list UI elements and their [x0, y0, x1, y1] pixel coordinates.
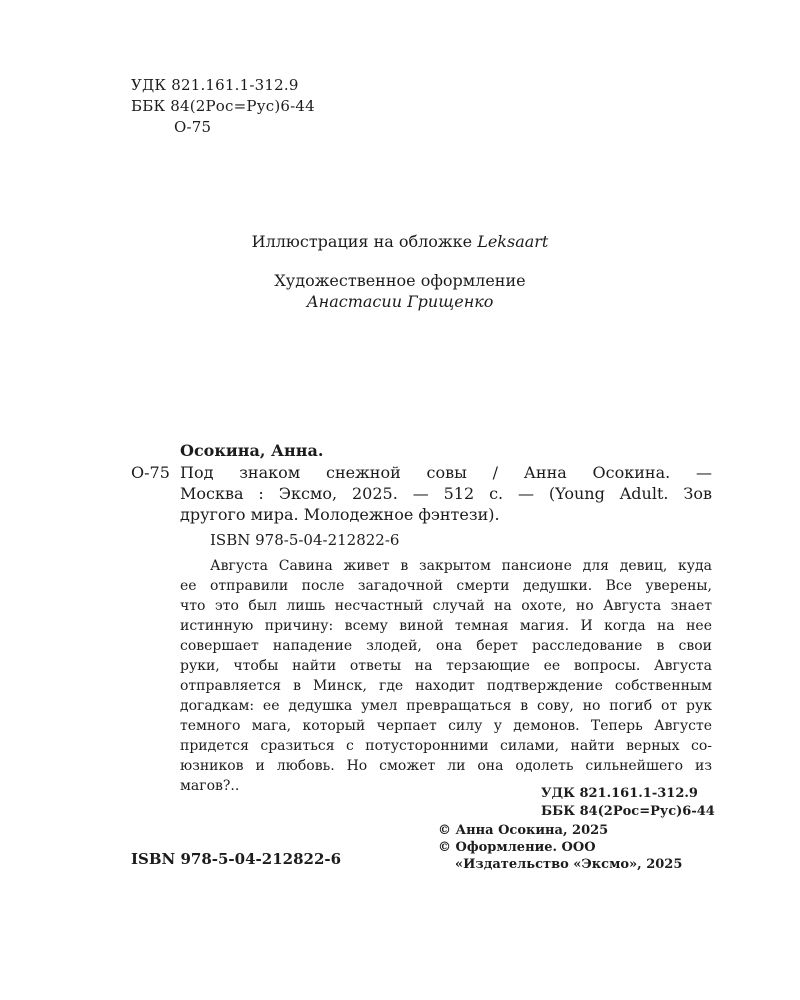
- annotation-line: юзников и любовь. Но сможет ли она одолеть сильнейшего из: [180, 758, 712, 774]
- annotation-line: отправляется в Минск, где находит подтверждение собственным: [180, 678, 712, 694]
- bib-isbn: ISBN 978-5-04-212822-6: [210, 531, 400, 549]
- annotation-line: ее отправили после загадочной смерти дедушки. Все уверены,: [180, 578, 712, 594]
- footer-udk-code: УДК 821.161.1-312.9: [541, 786, 698, 801]
- annotation-line: догадкам: ее дедушка умел превращаться в сову, но погиб от рук: [180, 698, 712, 714]
- copyright-publisher: «Издательство «Эксмо», 2025: [455, 857, 683, 872]
- bbk-code: ББК 84(2Рос=Рус)6-44: [131, 97, 315, 115]
- annotation-line: истинную причину: всему виной темная магия. И когда на нее: [180, 618, 712, 634]
- copyright-design: © Оформление. ООО: [438, 840, 596, 855]
- bib-line: другого мира. Молодежное фэнтези).: [180, 505, 500, 524]
- author-heading: Осокина, Анна.: [180, 441, 324, 460]
- designer-name: Анастасии Грищенко: [306, 292, 494, 311]
- illustrator-name: Leksaart: [477, 232, 549, 251]
- illustration-credit-label: Иллюстрация на обложке: [251, 232, 478, 251]
- annotation-line: придется сразиться с потусторонними силами, найти верных со-: [180, 738, 712, 754]
- author-mark-code: О-75: [174, 118, 212, 136]
- annotation-line: руки, чтобы найти ответы на терзающие ее вопросы. Августа: [180, 658, 712, 674]
- illustration-credit: [0, 232, 800, 251]
- annotation-line: магов?..: [180, 778, 240, 794]
- bib-line: Москва : Эксмо, 2025. — 512 с. — (Young Adult. Зов: [180, 484, 712, 503]
- udk-code: УДК 821.161.1-312.9: [131, 76, 299, 94]
- isbn-bottom: ISBN 978-5-04-212822-6: [131, 850, 342, 868]
- bib-line: Под знаком снежной совы / Анна Осокина. —: [180, 463, 712, 482]
- design-credit-label: Художественное оформление: [274, 271, 526, 290]
- annotation-line: темного мага, который черпает силу у демонов. Теперь Августе: [180, 718, 712, 734]
- footer-bbk-code: ББК 84(2Рос=Рус)6-44: [541, 804, 715, 819]
- annotation-line: что это был лишь несчастный случай на охоте, но Августа знает: [180, 598, 712, 614]
- bib-code: О-75: [131, 463, 170, 482]
- annotation-line: совершает нападение злодей, она берет расследование в свои: [180, 638, 712, 654]
- copyright-author: © Анна Осокина, 2025: [438, 823, 609, 838]
- annotation-line: Августа Савина живет в закрытом пансионе для девиц, куда: [210, 558, 712, 574]
